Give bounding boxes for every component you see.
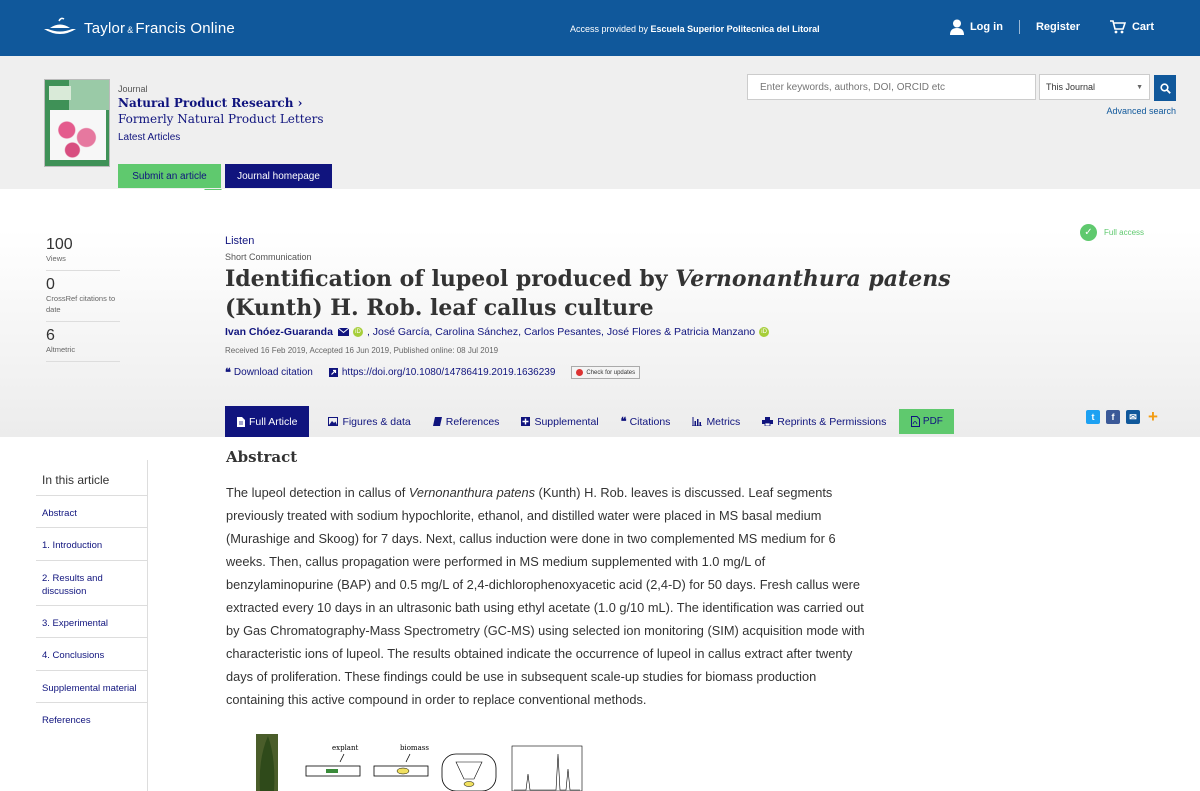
more-share-icon[interactable]: + <box>1148 407 1158 426</box>
divider <box>1019 20 1020 34</box>
metric-crossref[interactable]: 0 CrossRef citations to date <box>46 276 120 322</box>
lamp-logo-icon <box>42 17 78 39</box>
submit-article-button[interactable]: Submit an article <box>118 164 221 188</box>
access-notice: Access provided by Escuela Superior Politecnica del Litoral <box>570 24 820 34</box>
search-icon <box>1160 83 1171 94</box>
chromatogram <box>512 746 582 791</box>
site-logo[interactable] <box>42 17 235 39</box>
document-icon <box>237 417 245 427</box>
explant-label: explant <box>332 744 359 752</box>
article-metrics <box>46 236 120 367</box>
listen-link[interactable]: Listen <box>225 235 255 247</box>
toc-item-results[interactable]: 2. Results and discussion <box>36 561 147 607</box>
latest-articles-link[interactable]: Latest Articles <box>118 132 181 143</box>
search-scope-select[interactable]: This Journal ▼ <box>1039 74 1150 100</box>
check-for-updates-button[interactable]: Check for updates <box>571 366 640 379</box>
journal-homepage-button[interactable]: Journal homepage <box>225 164 332 188</box>
cart-icon <box>1110 20 1126 34</box>
bar-chart-icon <box>692 417 702 426</box>
plus-square-icon <box>521 417 530 426</box>
share-icons <box>1086 407 1166 426</box>
tab-citations[interactable]: ❝ Citations <box>620 415 671 428</box>
toc-heading: In this article <box>36 460 147 496</box>
publication-dates: Received 16 Feb 2019, Accepted 16 Jun 2019, Published online: 08 Jul 2019 <box>225 346 499 355</box>
journal-label: Journal <box>118 84 148 94</box>
author-link[interactable]: Carolina Sánchez <box>435 326 519 338</box>
crossmark-icon <box>576 369 583 376</box>
doi-link[interactable]: https://doi.org/10.1080/14786419.2019.1636239 <box>329 367 556 378</box>
download-citation-link[interactable]: ❝ Download citation <box>225 367 313 379</box>
author-link[interactable]: José Flores <box>606 326 662 338</box>
advanced-search-link[interactable]: Advanced search <box>1106 106 1176 116</box>
tab-full-article[interactable]: Full Article <box>225 406 309 437</box>
author-separator: & <box>664 326 672 338</box>
twitter-icon[interactable]: t <box>1086 410 1100 424</box>
journal-cover-image[interactable] <box>44 79 110 167</box>
toc-item-references[interactable]: References <box>42 715 91 727</box>
abstract-heading: Abstract <box>226 448 298 466</box>
citation-tools <box>225 366 640 379</box>
toc-item-supplemental[interactable]: Supplemental material <box>36 671 147 703</box>
in-this-article-sidebar <box>36 460 148 791</box>
full-access-badge: ✓ Full access <box>1080 224 1144 241</box>
tab-figures-data[interactable]: Figures & data <box>317 407 421 437</box>
account-links <box>950 19 1154 35</box>
pdf-download-button[interactable]: PDF <box>899 409 954 434</box>
biomass-label: biomass <box>400 744 429 752</box>
graphical-abstract-figure[interactable] <box>256 734 586 791</box>
author-link[interactable]: Patricia Manzano <box>674 326 756 338</box>
tab-metrics[interactable]: Metrics <box>681 407 751 437</box>
quote-icon: ❝ <box>620 416 627 428</box>
register-link[interactable]: Register <box>1035 21 1080 33</box>
tab-supplemental[interactable]: Supplemental <box>510 407 609 437</box>
tab-references[interactable]: References <box>422 407 511 437</box>
printer-icon <box>762 417 773 426</box>
journal-header <box>0 56 1200 189</box>
chevron-right-icon: › <box>297 96 303 110</box>
author-link[interactable]: José García <box>372 326 430 338</box>
quote-icon: ❝ <box>225 367 231 379</box>
login-link[interactable]: Log in <box>950 19 1003 35</box>
toc-item-conclusions[interactable]: 4. Conclusions <box>36 638 147 670</box>
image-icon <box>328 417 338 426</box>
top-bar <box>0 0 1200 56</box>
toc-item-introduction[interactable]: 1. Introduction <box>36 528 147 560</box>
orcid-icon[interactable]: iD <box>759 327 769 337</box>
author-list: Ivan Chóez-Guaranda iD , José García , Carolina Sánchez , Carlos Pesantes , José Flores & Patricia Manzano iD <box>225 326 773 338</box>
article-title: Identification of lupeol produced by Vernonanthura patens (Kunth) H. Rob. leaf callus culture <box>225 266 951 321</box>
check-icon: ✓ <box>1080 224 1097 241</box>
external-link-icon <box>329 368 338 377</box>
orcid-icon[interactable]: iD <box>353 327 363 337</box>
email-icon[interactable] <box>338 328 349 336</box>
facebook-icon[interactable]: f <box>1106 410 1120 424</box>
article-type: Short Communication <box>225 252 312 262</box>
chevron-down-icon: ▼ <box>1136 83 1143 91</box>
abstract-text: The lupeol detection in callus of Vernonanthura patens (Kunth) H. Rob. leaves is discussed. Leaf segments previously treated with sodium hypochlorite, ethanol, and distilled water were placed in MS basal medium (Murashige and Skoog) for 7 days. Next, callus induction were done in two complemented MS medium for 6 weeks. Then, callus propagation were performed in MS medium supplemented with 1.0 mg/L of benzylaminopurine (BAP) and 0.5 mg/L of 2,4-dichlorophenoxyacetic acid (2,4-D) for 50 days. Fresh callus were extracted every 10 days in an ultrasonic bath using ethyl acetate (1.0 g/10 mL). The identification was carried out by Gas Chromatography-Mass Spectrometry (GC-MS) using selected ion monitoring (SIM) acquisition mode with characteristic ions of lupeol. The results obtained indicate the occurrence of lupeol in callus extract after twenty days of proliferation. These findings could be use in subsequent scale-up studies for biomass production containing this active compound in order to replace conventional methods. <box>226 485 865 707</box>
metric-altmetric[interactable]: 6 Altmetric <box>46 327 120 362</box>
biomass-marker <box>397 768 409 774</box>
tab-reprints-permissions[interactable]: Reprints & Permissions <box>751 407 897 437</box>
author-link[interactable]: Carlos Pesantes <box>523 326 602 338</box>
journal-title-link[interactable]: Natural Product Research › <box>118 96 303 110</box>
toc-item-experimental[interactable]: 3. Experimental <box>36 606 147 638</box>
explant-marker <box>326 769 338 773</box>
pdf-file-icon <box>911 416 920 427</box>
toc-item-abstract[interactable]: Abstract <box>36 496 147 528</box>
search-input[interactable] <box>747 74 1036 100</box>
article-tabs <box>225 406 954 437</box>
email-share-icon[interactable]: ✉ <box>1126 410 1140 424</box>
journal-former-name: Formerly Natural Product Letters <box>118 112 324 126</box>
metric-views[interactable]: 100 Views <box>46 236 120 271</box>
search-button[interactable] <box>1154 75 1176 101</box>
author-link[interactable]: Ivan Chóez-Guaranda <box>225 326 333 338</box>
cart-link[interactable]: Cart <box>1110 20 1154 34</box>
user-icon <box>950 19 964 35</box>
logo-text: Taylor & Francis Online <box>84 19 235 37</box>
book-icon <box>433 417 442 426</box>
